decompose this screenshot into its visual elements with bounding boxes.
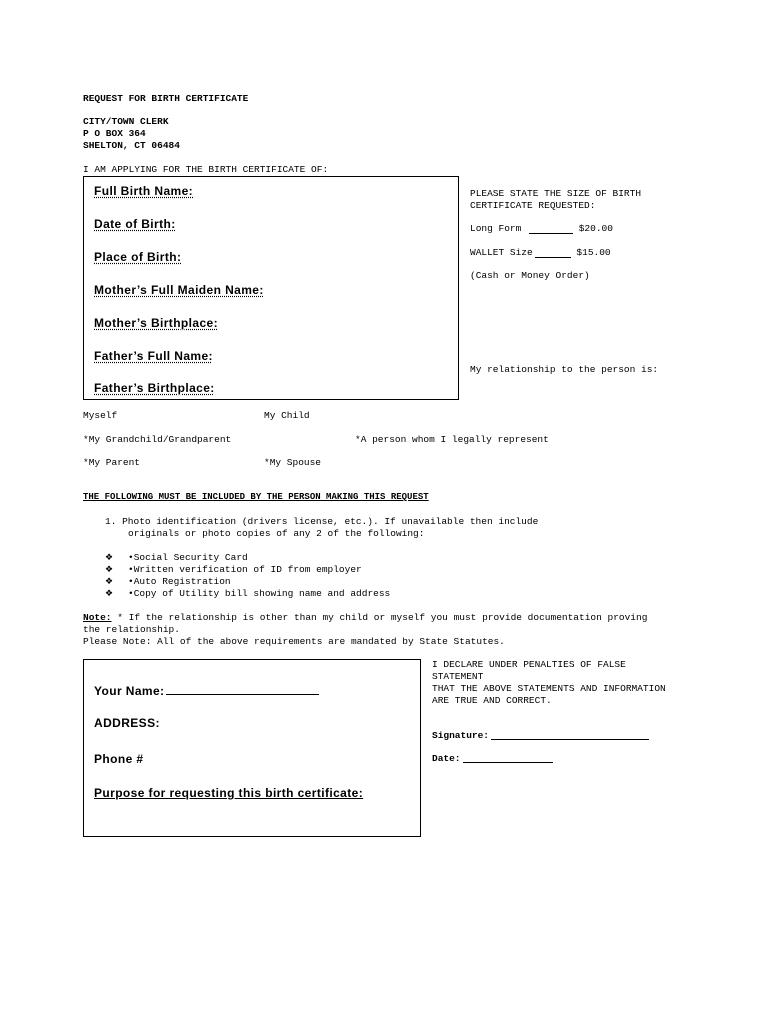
relationship-parent[interactable]: *My Parent xyxy=(83,457,141,468)
long-form-blank[interactable] xyxy=(529,232,573,234)
wallet-size-blank[interactable] xyxy=(535,256,571,258)
alternative-social-security: •Social Security Card xyxy=(128,552,248,563)
note-line-1 xyxy=(83,612,647,623)
requirement-1-line-2: originals or photo copies of any 2 of the following: xyxy=(128,528,425,539)
alternative-auto-registration: •Auto Registration xyxy=(128,576,231,587)
clerk-address-line-3: SHELTON, CT 06484 xyxy=(83,140,180,151)
diamond-bullet-icon: ❖ xyxy=(105,589,114,599)
alternative-item xyxy=(105,564,113,575)
father-full-name-field[interactable] xyxy=(94,349,213,363)
clerk-address-line-2: P O BOX 364 xyxy=(83,128,146,139)
purpose-label: Purpose for requesting this birth certificate: xyxy=(94,786,364,800)
declaration-line-1: I DECLARE UNDER PENALTIES OF FALSE xyxy=(432,659,626,670)
your-name-blank[interactable] xyxy=(166,693,319,695)
size-prompt-line-1: PLEASE STATE THE SIZE OF BIRTH xyxy=(470,188,642,199)
date-label: Date: xyxy=(432,753,461,764)
mother-birthplace-field[interactable] xyxy=(94,316,218,330)
father-birthplace-label: Father’s Birthplace: xyxy=(94,381,215,395)
alternative-item xyxy=(105,576,113,587)
address-label: ADDRESS: xyxy=(94,716,160,730)
payment-note: (Cash or Money Order) xyxy=(470,270,590,281)
date-of-birth-label: Date of Birth: xyxy=(94,217,176,231)
phone-label: Phone # xyxy=(94,752,144,766)
place-of-birth-label: Place of Birth: xyxy=(94,250,182,264)
declaration-line-2: STATEMENT xyxy=(432,671,484,682)
declaration-line-3: THAT THE ABOVE STATEMENTS AND INFORMATION xyxy=(432,683,666,694)
alternative-item xyxy=(105,552,113,563)
relationship-my-child[interactable]: My Child xyxy=(264,410,310,421)
wallet-size-label: WALLET Size xyxy=(470,247,533,258)
requirement-1-line-1: 1. Photo identification (drivers license, etc.). If unavailable then include xyxy=(105,516,539,527)
date-line[interactable] xyxy=(463,761,553,763)
wallet-size-price: $15.00 xyxy=(576,247,611,258)
your-name-label: Your Name: xyxy=(94,684,165,698)
mother-maiden-name-field[interactable] xyxy=(94,283,264,297)
alternative-employer-id: •Written verification of ID from employer xyxy=(128,564,362,575)
relationship-myself[interactable]: Myself xyxy=(83,410,118,421)
signature-line[interactable] xyxy=(491,738,649,740)
diamond-bullet-icon: ❖ xyxy=(105,565,114,575)
applying-text: I AM APPLYING FOR THE BIRTH CERTIFICATE OF: xyxy=(83,164,329,175)
phone-field[interactable] xyxy=(94,752,143,766)
signature-field[interactable] xyxy=(432,730,649,741)
relationship-grandchild[interactable]: *My Grandchild/Grandparent xyxy=(83,434,232,445)
requirements-heading: THE FOLLOWING MUST BE INCLUDED BY THE PERSON MAKING THIS REQUEST xyxy=(83,492,429,502)
relationship-legal-rep[interactable]: *A person whom I legally represent xyxy=(355,434,549,445)
address-field[interactable] xyxy=(94,716,160,730)
relationship-prompt: My relationship to the person is: xyxy=(470,364,659,375)
date-field[interactable] xyxy=(432,753,553,764)
long-form-label: Long Form xyxy=(470,223,522,234)
place-of-birth-field[interactable] xyxy=(94,250,181,264)
long-form-option[interactable] xyxy=(470,223,613,234)
mother-maiden-name-label: Mother’s Full Maiden Name: xyxy=(94,283,264,297)
mother-birthplace-label: Mother’s Birthplace: xyxy=(94,316,219,330)
father-birthplace-field[interactable] xyxy=(94,381,215,395)
clerk-address-line-1: CITY/TOWN CLERK xyxy=(83,116,169,127)
note-label: Note: xyxy=(83,612,112,623)
full-birth-name-field[interactable] xyxy=(94,184,193,198)
wallet-size-option[interactable] xyxy=(470,247,611,258)
full-birth-name-label: Full Birth Name: xyxy=(94,184,194,198)
alternative-item xyxy=(105,588,113,599)
date-of-birth-field[interactable] xyxy=(94,217,176,231)
your-name-field[interactable] xyxy=(94,684,319,698)
father-full-name-label: Father’s Full Name: xyxy=(94,349,213,363)
diamond-bullet-icon: ❖ xyxy=(105,577,114,587)
purpose-field[interactable] xyxy=(94,786,363,800)
size-prompt-line-2: CERTIFICATE REQUESTED: xyxy=(470,200,596,211)
form-title: REQUEST FOR BIRTH CERTIFICATE xyxy=(83,93,249,104)
relationship-spouse[interactable]: *My Spouse xyxy=(264,457,322,468)
please-note: Please Note: All of the above requirements are mandated by State Statutes. xyxy=(83,636,505,647)
note-line-2: the relationship. xyxy=(83,624,180,635)
long-form-price: $20.00 xyxy=(578,223,613,234)
alternative-utility-bill: •Copy of Utility bill showing name and address xyxy=(128,588,391,599)
signature-label: Signature: xyxy=(432,730,490,741)
declaration-line-4: ARE TRUE AND CORRECT. xyxy=(432,695,552,706)
diamond-bullet-icon: ❖ xyxy=(105,553,114,563)
note-text: * If the relationship is other than my child or myself you must provide documentation proving xyxy=(111,612,648,623)
